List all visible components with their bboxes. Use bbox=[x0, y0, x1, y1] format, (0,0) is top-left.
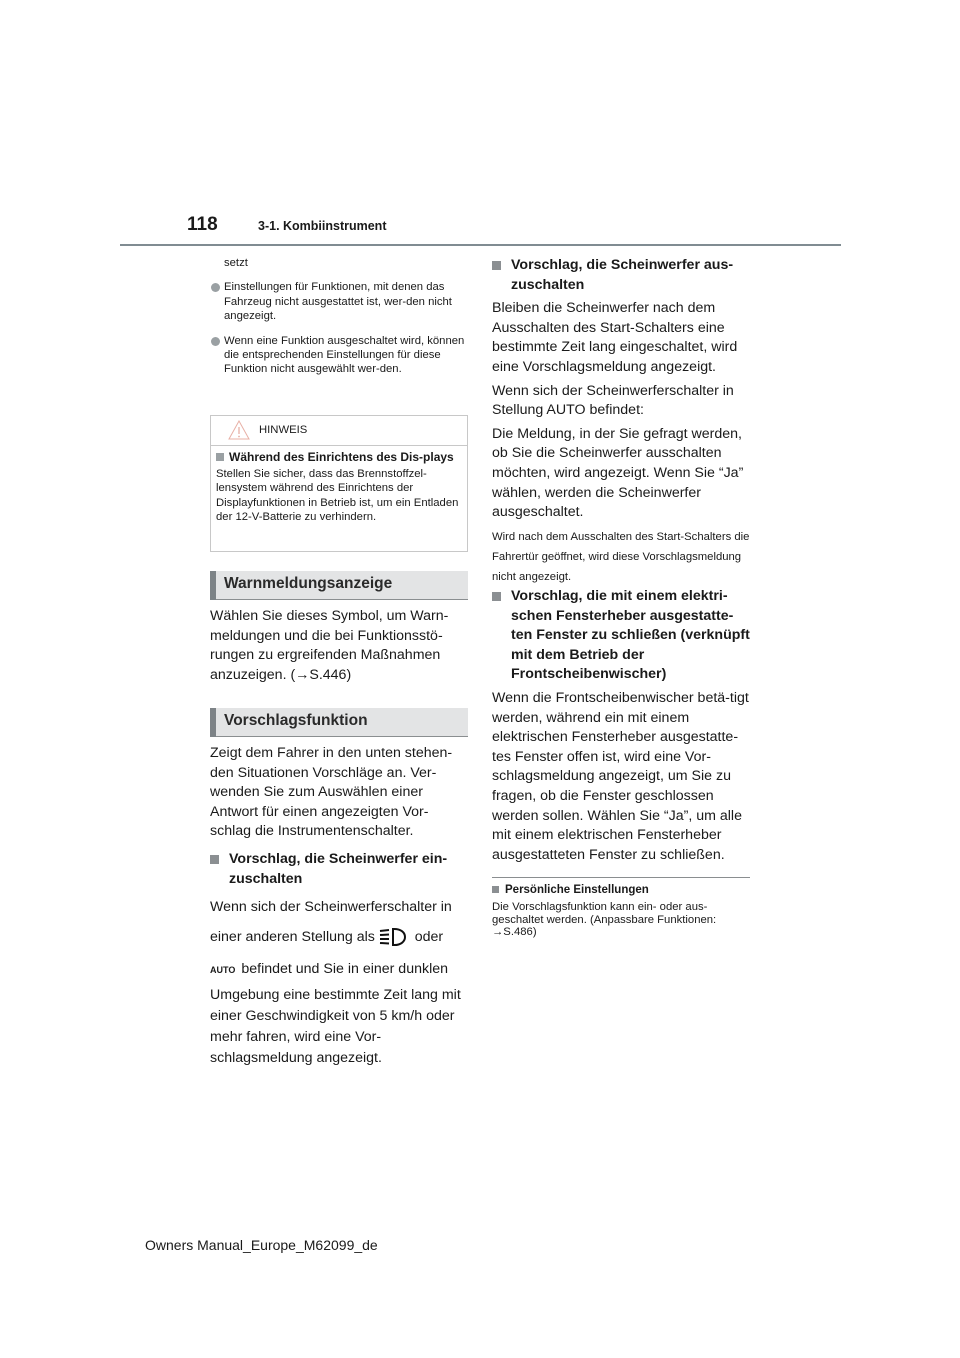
item2-text: Die Meldung, in der Sie gefragt werden, ob Sie die Scheinwerfer ausschalten möchten, wird angezeigt. Wenn Sie “Ja” wählen, werden die Scheinwerfer ausgeschaltet. bbox=[492, 425, 744, 521]
item2-text: Bleiben die Scheinwerfer nach dem Ausschalten des Start-Schalters eine bestimmte Zeit lang eingeschaltet, wird eine Vorschlagsmeldung angezeigt. bbox=[492, 300, 738, 375]
item3-heading: Vorschlag, die mit einem elektri-schen Fensterheber ausgestatte-ten Fenster zu schließen (verknüpft mit dem Betrieb der Frontscheibenwischer) bbox=[492, 587, 750, 685]
low-beam-icon bbox=[379, 927, 411, 947]
left-top-text bbox=[224, 256, 468, 377]
note-text: Stellen Sie sicher, dass das Brennstoffzel-lensystem während des Einrichtens der Displayfunktionen in Betrieb ist, um ein Entladen der 12-V-Batterie zu verhindern. bbox=[216, 468, 459, 524]
item2-text: Wenn sich der Scheinwerferschalter in Stellung AUTO befindet: bbox=[492, 382, 734, 419]
footer-text: Owners Manual_Europe_M62099_de bbox=[145, 1237, 378, 1253]
continued-text: setzt bbox=[224, 257, 248, 269]
item2-small: Wird nach dem Ausschalten des Start-Schalters die Fahrertür geöffnet, wird diese Vorschlagsmeldung nicht angezeigt. bbox=[492, 530, 750, 583]
vorschlag-text: Zeigt dem Fahrer in den unten stehen-den Situationen Vorschläge an. Ver-wenden Sie zum Auswählen einer Antwort für einen angezeigten Vor-schlag die Instrumentenschalter. bbox=[210, 745, 453, 840]
warn-text: Wählen Sie dieses Symbol, um Warn-meldungen und die bei Funktionsstö-rungen zu ergreifenden Maßnahmen anzuzeigen. (→S.446) bbox=[210, 608, 449, 683]
note-label: HINWEIS bbox=[259, 424, 308, 436]
personal-settings bbox=[492, 883, 750, 939]
auto-icon: AUTO bbox=[210, 965, 236, 975]
section-title: 3-1. Kombiinstrument bbox=[258, 219, 387, 233]
item3 bbox=[492, 587, 750, 869]
personal-settings-rule bbox=[492, 877, 750, 878]
item1-heading: Vorschlag, die Scheinwerfer ein-zuschalten bbox=[210, 850, 468, 889]
warning-icon bbox=[228, 420, 250, 440]
header-rule bbox=[120, 244, 841, 246]
section-heading-warn: Warnmeldungsanzeige bbox=[210, 571, 468, 600]
note-heading: Während des Einrichtens des Dis-plays bbox=[216, 450, 462, 465]
item1-text: Wenn sich der Scheinwerferschalter in einer anderen Stellung als oder AUTO befindet und Sie in einer dunklen Umgebung eine bestimmte Zeit lang mit einer Geschwindigkeit von 5 km/h oder mehr fahren, wird eine Vor-schlagsmeldung angezeigt. bbox=[210, 899, 461, 1066]
bullet-item: Wenn eine Funktion ausgeschaltet wird, können die entsprechenden Einstellungen für diese Funktion nicht ausgewählt wer-den. bbox=[211, 334, 468, 377]
item2-heading: Vorschlag, die Scheinwerfer aus-zuschalten bbox=[492, 256, 750, 295]
note-header bbox=[211, 416, 467, 446]
item3-text: Wenn die Frontscheibenwischer betä-tigt werden, während ein mit einem elektrischen Fensterheber ausgestatte-tes Fenster offen ist, wird eine Vor-schlagsmeldung angezeigt, um Sie zu fragen, ob die Fenster geschlossen werden sollen. Wählen Sie “Ja”, um alle mit einem elektrischen Fensterheber ausgestatteten Fenster zu schließen. bbox=[492, 689, 749, 863]
section-heading-vorschlag: Vorschlagsfunktion bbox=[210, 708, 468, 737]
page-number: 118 bbox=[187, 214, 218, 235]
bullet-item: Einstellungen für Funktionen, mit denen das Fahrzeug nicht ausgestattet ist, wer-den nicht angezeigt. bbox=[211, 280, 468, 323]
item2 bbox=[492, 256, 750, 587]
note-body bbox=[211, 446, 467, 525]
item1 bbox=[210, 850, 468, 889]
personal-settings-text: Die Vorschlagsfunktion kann ein- oder aus-geschaltet werden. (Anpassbare Funktionen: →S.486) bbox=[492, 901, 717, 938]
note-box bbox=[210, 415, 468, 552]
personal-settings-heading: Persönliche Einstellungen bbox=[492, 883, 750, 898]
